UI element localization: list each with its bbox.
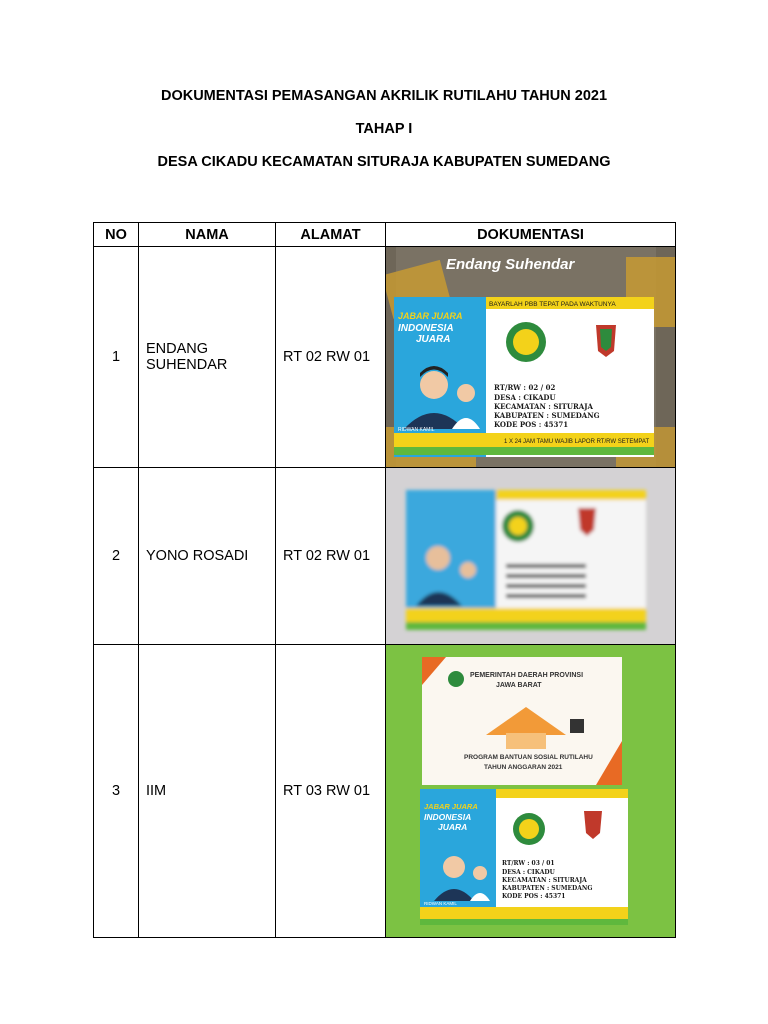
doc-title: DOKUMENTASI PEMASANGAN AKRILIK RUTILAHU TAHUN 2021 <box>160 88 608 104</box>
svg-text:JUARA: JUARA <box>438 822 468 832</box>
table-row <box>94 468 676 645</box>
svg-text:DESA : CIKADU: DESA : CIKADU <box>502 869 555 876</box>
svg-text:JAWA BARAT: JAWA BARAT <box>496 682 542 689</box>
svg-text:PROGRAM BANTUAN SOSIAL RUTILAH: PROGRAM BANTUAN SOSIAL RUTILAHU <box>464 754 593 761</box>
svg-text:DESA : CIKADU: DESA : CIKADU <box>494 393 556 402</box>
svg-text:RT/RW : 02 / 02: RT/RW : 02 / 02 <box>494 383 556 392</box>
documentation-table <box>93 222 676 938</box>
row-number: 1 <box>94 247 139 468</box>
row-number: 2 <box>94 468 139 645</box>
row-photo-cell <box>386 468 676 645</box>
row-photo-cell <box>386 247 676 468</box>
row-address: RT 03 RW 01 <box>276 645 386 938</box>
svg-text:PEMERINTAH DAERAH PROVINSI: PEMERINTAH DAERAH PROVINSI <box>470 672 584 679</box>
doc-location: DESA CIKADU KECAMATAN SITURAJA KABUPATEN SUMEDANG <box>157 154 611 170</box>
column-header-no: NO <box>94 223 139 247</box>
svg-text:KODE POS : 45371: KODE POS : 45371 <box>494 420 569 429</box>
svg-text:INDONESIA: INDONESIA <box>398 323 454 334</box>
row-address: RT 02 RW 01 <box>276 468 386 645</box>
svg-text:RT/RW : 03 / 01: RT/RW : 03 / 01 <box>502 860 555 867</box>
row-address: RT 02 RW 01 <box>276 247 386 468</box>
svg-text:INDONESIA: INDONESIA <box>424 812 472 822</box>
row-name: ENDANG SUHENDAR <box>139 247 276 468</box>
row-name: IIM <box>139 645 276 938</box>
svg-text:TAHUN ANGGARAN 2021: TAHUN ANGGARAN 2021 <box>484 764 563 771</box>
svg-text:KECAMATAN : SITURAJA: KECAMATAN : SITURAJA <box>494 402 593 411</box>
handwritten-name: Endang Suhendar <box>446 256 575 273</box>
svg-text:1 X 24 JAM TAMU WAJIB LAPOR RT: 1 X 24 JAM TAMU WAJIB LAPOR RT/RW SETEMPAT <box>504 439 650 445</box>
svg-text:RIDWAN KAMIL: RIDWAN KAMIL <box>424 901 457 906</box>
column-header-alamat: ALAMAT <box>276 223 386 247</box>
table-header-row <box>94 223 676 247</box>
photo-acrylic-plate-3 <box>386 645 675 937</box>
table-row <box>94 645 676 938</box>
svg-text:JABAR JUARA: JABAR JUARA <box>398 311 463 321</box>
table-row <box>94 247 676 468</box>
svg-text:KABUPATEN : SUMEDANG: KABUPATEN : SUMEDANG <box>494 411 600 420</box>
row-photo-cell <box>386 645 676 938</box>
row-name: YONO ROSADI <box>139 468 276 645</box>
svg-text:KODE POS : 45371: KODE POS : 45371 <box>502 893 566 900</box>
top-banner-text: BAYARLAH PBB TEPAT PADA WAKTUNYA <box>489 301 616 308</box>
svg-text:JABAR JUARA: JABAR JUARA <box>424 802 478 811</box>
svg-text:KECAMATAN : SITURAJA: KECAMATAN : SITURAJA <box>502 877 587 884</box>
column-header-nama: NAMA <box>139 223 276 247</box>
column-header-dokumentasi: DOKUMENTASI <box>386 223 676 247</box>
row-number: 3 <box>94 645 139 938</box>
photo-acrylic-plate-1 <box>386 247 675 467</box>
svg-text:KABUPATEN : SUMEDANG: KABUPATEN : SUMEDANG <box>502 885 593 892</box>
svg-text:JUARA: JUARA <box>416 334 451 345</box>
photo-acrylic-plate-2 <box>386 468 675 644</box>
caption-left: RIDWAN KAMIL <box>398 427 435 433</box>
doc-stage: TAHAP I <box>355 121 413 137</box>
